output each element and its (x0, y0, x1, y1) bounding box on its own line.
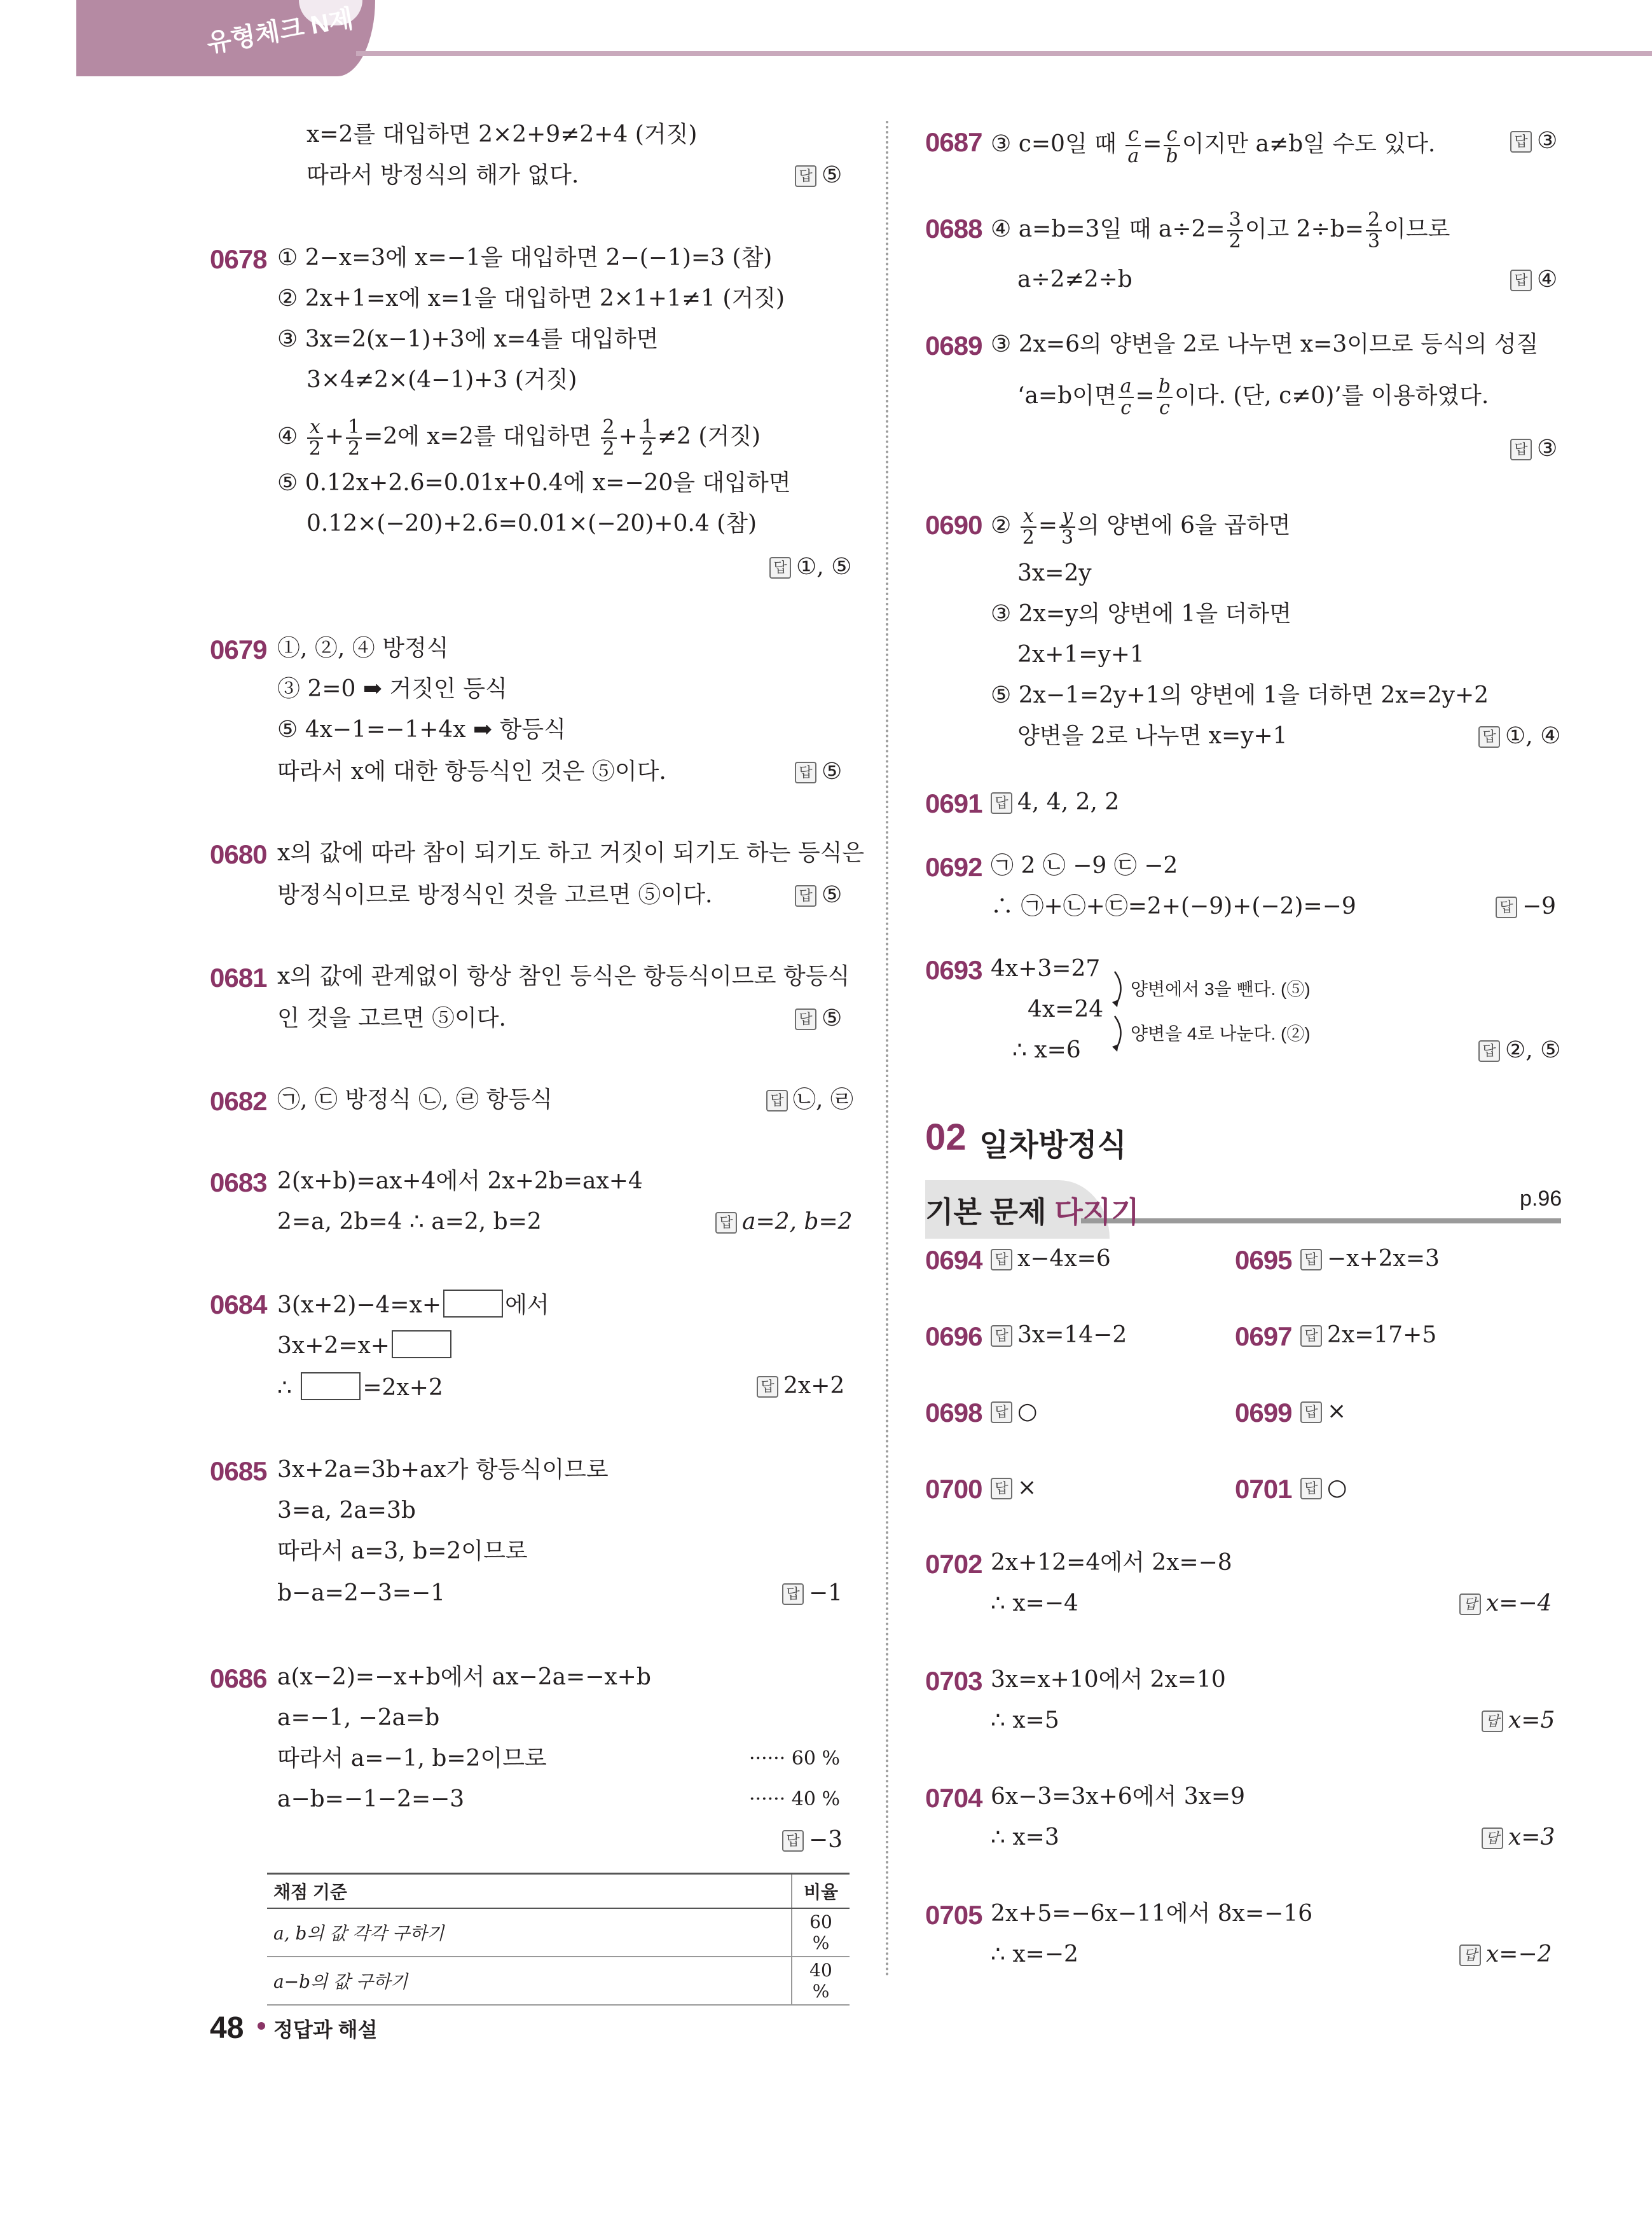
problem-number: 0695 (1235, 1245, 1292, 1275)
problem-number: 0698 (925, 1398, 982, 1428)
answer-mark-icon: 답 (991, 1478, 1012, 1499)
text-line: 4x+3=27 (991, 956, 1101, 982)
answer: 답 ○ (1300, 1474, 1347, 1502)
answer: 답 ③ (1510, 435, 1557, 463)
problem-number: 0687 (925, 127, 982, 157)
problem-number: 0701 (1235, 1474, 1292, 1504)
answer-mark-icon: 답 (795, 885, 816, 907)
problem-number: 0682 (210, 1086, 267, 1116)
text-line: ∴ x=−2 (991, 1941, 1078, 1967)
subsection-title: 기본 문제 다지기 (925, 1195, 1139, 1229)
text-line: 3×4≠2×(4−1)+3 (거짓) (306, 367, 577, 393)
answer-mark-icon: 답 (769, 557, 791, 579)
answer-mark-icon: 답 (991, 1249, 1012, 1270)
text-line: ∴ x=3 (991, 1824, 1059, 1850)
answer: 답 x−4x=6 (991, 1245, 1111, 1273)
answer: 답 3x=14−2 (991, 1321, 1127, 1349)
answer: 답 ○ (991, 1398, 1037, 1426)
problem-number: 0700 (925, 1474, 982, 1504)
answer-mark-icon: 답 (1510, 439, 1532, 460)
answer-mark-icon: 답 (1459, 1944, 1481, 1966)
answer-mark-icon: 답 (991, 792, 1012, 814)
problem-number: 0694 (925, 1245, 982, 1275)
answer: 답 ③ (1510, 127, 1557, 155)
problem-number: 0685 (210, 1456, 267, 1486)
fraction: $\frac{2}{3}$ (1366, 210, 1382, 252)
blank-box (301, 1372, 361, 1400)
fraction: $\frac{3}{2}$ (1227, 210, 1243, 252)
fraction: $\frac{1}{2}$ (346, 417, 362, 459)
problem-number: 0699 (1235, 1398, 1292, 1428)
answer-mark-icon: 답 (782, 1583, 804, 1605)
answer-mark-icon: 답 (757, 1376, 778, 1398)
answer-mark-icon: 답 (782, 1830, 804, 1852)
answer-mark-icon: 답 (766, 1090, 788, 1112)
text-line: ③ 2x=6의 양변을 2로 나누면 x=3이므로 등식의 성질 (991, 331, 1539, 357)
bullet-icon (258, 2022, 265, 2030)
answer: 답 −x+2x=3 (1300, 1245, 1440, 1273)
blank-box (443, 1290, 503, 1318)
text-line: 3x+2a=3b+ax가 항등식이므로 (277, 1457, 609, 1483)
answer-mark-icon: 답 (795, 762, 816, 783)
text-line: ∴ x=5 (991, 1707, 1059, 1733)
text-line: ∴ =2x+2 (277, 1372, 443, 1402)
text-line: 인 것을 고르면 ⑤이다. (277, 1005, 506, 1031)
text-line: x의 값에 따라 참이 되기도 하고 거짓이 되기도 하는 등식은 (277, 840, 865, 866)
answer-mark-icon: 답 (991, 1401, 1012, 1423)
answer: 답 ⑤ (795, 881, 842, 909)
answer: 답 ⑤ (795, 162, 842, 189)
blank-box (392, 1330, 451, 1358)
text-line: 방정식이므로 방정식인 것을 고르면 ⑤이다. (277, 882, 713, 908)
problem-number: 0693 (925, 955, 982, 985)
text-line: ③ 2=0 ➡ 거짓인 등식 (277, 676, 507, 702)
text-line: ∴ ㉠+㉡+㉢=2+(−9)+(−2)=−9 (991, 893, 1356, 919)
text-line: ⑤ 2x−1=2y+1의 양변에 1을 더하면 2x=2y+2 (991, 682, 1489, 708)
page-reference: p.96 (1520, 1187, 1562, 1211)
problem-number: 0705 (925, 1900, 982, 1930)
answer: 답 ②, ⑤ (1478, 1036, 1560, 1064)
answer: 답 2x=17+5 (1300, 1321, 1436, 1349)
fraction: $\frac{b}{c}$ (1157, 376, 1173, 418)
answer: 답 ①, ④ (1478, 722, 1560, 750)
answer: 답 x=3 (1482, 1824, 1555, 1852)
footer-label: 정답과 해설 (273, 2018, 378, 2041)
problem-number: 0679 (210, 635, 267, 664)
answer: 답 ⑤ (795, 758, 842, 786)
answer-mark-icon: 답 (1478, 1040, 1500, 1062)
text-line: 2x+5=−6x−11에서 8x=−16 (991, 1901, 1313, 1927)
text-line: 2(x+b)=ax+4에서 2x+2b=ax+4 (277, 1168, 643, 1194)
fraction: $\frac{a}{c}$ (1119, 376, 1134, 418)
problem-number: 0691 (925, 788, 982, 818)
text-line: 3x=x+10에서 2x=10 (991, 1667, 1226, 1693)
text-line: ⑤ 0.12x+2.6=0.01x+0.4에 x=−20을 대입하면 (277, 470, 791, 496)
answer-mark-icon: 답 (795, 165, 816, 187)
text-line: ② $\frac{x}{2}$ = $\frac{y}{3}$ 의 양변에 6을 곱하면 (991, 505, 1291, 549)
text-line: a=−1, −2a=b (277, 1705, 440, 1731)
text-line: ③ 3x=2(x−1)+3에 x=4를 대입하면 (277, 326, 659, 352)
text-line: ∴ x=−4 (991, 1590, 1078, 1616)
answer: 답 × (991, 1474, 1036, 1502)
text-line: x=2를 대입하면 2×2+9≠2+4 (거짓) (306, 121, 698, 148)
answer-mark-icon: 답 (1482, 1710, 1503, 1732)
problem-number: 0697 (1235, 1321, 1292, 1351)
text-line: 3x+2=x+ (277, 1330, 453, 1360)
text-line: 4x=24 (1028, 996, 1104, 1022)
answer-mark-icon: 답 (1478, 726, 1500, 748)
problem-number: 0689 (925, 331, 982, 361)
annotation: 양변에서 3을 뺀다. (⑤) (1131, 979, 1311, 999)
problem-number: 0680 (210, 839, 267, 869)
answer: 답 ㉡, ㉣ (766, 1086, 853, 1114)
fraction: $\frac{y}{3}$ (1059, 506, 1075, 548)
answer: 답 2x+2 (757, 1372, 844, 1400)
answer-mark-icon: 답 (1300, 1249, 1322, 1270)
text-line: a÷2≠2÷b (1017, 266, 1132, 293)
text-line: 양변을 2로 나누면 x=y+1 (1017, 723, 1288, 749)
text-line: ①, ②, ④ 방정식 (277, 635, 449, 661)
section-number: 02 (925, 1117, 967, 1158)
answer: 답 −9 (1496, 893, 1556, 921)
problem-number: 0690 (925, 510, 982, 540)
problem-number: 0703 (925, 1666, 982, 1696)
text-line: ③ 2x=y의 양변에 1을 더하면 (991, 601, 1291, 627)
text-line: b−a=2−3=−1 (277, 1580, 446, 1606)
answer-mark-icon: 답 (1300, 1401, 1322, 1423)
fraction: $\frac{1}{2}$ (640, 417, 656, 459)
text-line: ② 2x+1=x에 x=1을 대입하면 2×1+1≠1 (거짓) (277, 286, 785, 312)
problem-number: 0684 (210, 1290, 267, 1319)
text-line: ㉠, ㉢ 방정식 ㉡, ㉣ 항등식 (277, 1087, 553, 1113)
answer: 답 ④ (1510, 266, 1557, 294)
text-line: 3(x+2)−4=x+ 에서 (277, 1290, 549, 1319)
problem-number: 0692 (925, 852, 982, 882)
text-line: ① 2−x=3에 x=−1을 대입하면 2−(−1)=3 (참) (277, 245, 773, 271)
table-header: 비율 (792, 1874, 850, 1909)
header-rule (356, 51, 1652, 56)
text-line: ㉠ 2 ㉡ −9 ㉢ −2 (991, 853, 1178, 879)
fraction: $\frac{c}{a}$ (1125, 125, 1141, 167)
table-row: a−b의 값 구하기 40 % (267, 1957, 850, 2005)
answer-mark-icon: 답 (1496, 897, 1517, 918)
text-line: 따라서 x에 대한 항등식인 것은 ⑤이다. (277, 759, 666, 785)
text-line: ④ a=b=3일 때 a÷2= $\frac{3}{2}$ 이고 2÷b= $\frac{2}{3}$ 이므로 (991, 209, 1450, 252)
problem-number: 0704 (925, 1783, 982, 1813)
fraction: $\frac{x}{2}$ (1021, 506, 1036, 548)
problem-number: 0681 (210, 963, 267, 993)
answer-mark-icon: 답 (991, 1325, 1012, 1347)
answer-mark-icon: 답 (1300, 1478, 1322, 1499)
answer-mark-icon: 답 (795, 1008, 816, 1030)
text-line: a−b=−1−2=−3 (277, 1786, 465, 1812)
answer: 답 ⑤ (795, 1005, 842, 1033)
fraction: $\frac{x}{2}$ (307, 417, 323, 459)
problem-number: 0702 (925, 1549, 982, 1579)
answer-mark-icon: 답 (715, 1212, 737, 1234)
text-line: 3=a, 2a=3b (277, 1497, 416, 1524)
answer: 답 −1 (782, 1580, 843, 1607)
page-number: 48 (210, 2011, 244, 2045)
answer-mark-icon: 답 (1482, 1827, 1503, 1849)
answer: 답 4, 4, 2, 2 (991, 788, 1119, 816)
answer-mark-icon: 답 (1459, 1593, 1481, 1615)
problem-number: 0678 (210, 244, 267, 274)
section-title: 일차방정식 (979, 1129, 1127, 1162)
column-divider (886, 121, 888, 1978)
text-line: 6x−3=3x+6에서 3x=9 (991, 1784, 1245, 1810)
text-line: ④ $\frac{x}{2}$ + $\frac{1}{2}$ =2에 x=2를 대입하면 $\frac{2}{2}$ + $\frac{1}{2}$ ≠2 (거짓) (277, 416, 761, 460)
text-line: x의 값에 관계없이 항상 참인 등식은 항등식이므로 항등식 (277, 963, 850, 989)
text-line: 2x+12=4에서 2x=−8 (991, 1550, 1232, 1576)
score-ratio: ······ 60 % (749, 1747, 840, 1770)
answer: 답 a=2, b=2 (715, 1208, 853, 1236)
subsection-rule (1081, 1218, 1561, 1223)
fraction: $\frac{2}{2}$ (601, 417, 617, 459)
table-row: a, b의 값 각각 구하기 60 % (267, 1908, 850, 1957)
header-label: 유형체크 N제 (204, 4, 356, 59)
annotation: 양변을 4로 나눈다. (②) (1131, 1024, 1311, 1043)
answer: 답 x=5 (1482, 1707, 1555, 1735)
score-ratio: ······ 40 % (749, 1788, 840, 1810)
problem-number: 0688 (925, 214, 982, 244)
answer-mark-icon: 답 (1300, 1325, 1322, 1347)
answer: 답 x=−2 (1459, 1941, 1552, 1969)
answer-mark-icon: 답 (1510, 270, 1532, 291)
text-line: 0.12×(−20)+2.6=0.01×(−20)+0.4 (참) (306, 511, 757, 537)
text-line: a(x−2)=−x+b에서 ax−2a=−x+b (277, 1664, 651, 1690)
text-line: ∴ x=6 (1012, 1037, 1081, 1063)
answer-mark-icon: 답 (1510, 131, 1532, 153)
problem-number: 0683 (210, 1167, 267, 1197)
answer: 답 x=−4 (1459, 1590, 1552, 1618)
problem-number: 0696 (925, 1321, 982, 1351)
arrow-icon (1110, 969, 1129, 1058)
text-line: 따라서 방정식의 해가 없다. (306, 162, 579, 188)
text-line: ⑤ 4x−1=−1+4x ➡ 항등식 (277, 717, 566, 743)
text-line: 따라서 a=−1, b=2이므로 (277, 1745, 547, 1772)
answer: 답 × (1300, 1398, 1346, 1426)
text-line: 따라서 a=3, b=2이므로 (277, 1538, 528, 1564)
text-line: 2x+1=y+1 (1017, 642, 1145, 668)
score-table (267, 1873, 850, 2006)
text-line: 2=a, 2b=4 ∴ a=2, b=2 (277, 1209, 542, 1235)
table-header: 채점 기준 (267, 1874, 792, 1909)
problem-number: 0686 (210, 1663, 267, 1693)
text-line: ③ c=0일 때 $\frac{c}{a}$ = $\frac{c}{b}$ 이지만 a≠b일 수도 있다. (991, 123, 1436, 167)
answer: 답 ①, ⑤ (769, 553, 851, 581)
text-line: 3x=2y (1017, 560, 1092, 586)
answer: 답 −3 (782, 1826, 843, 1854)
text-line: ‘a=b이면 $\frac{a}{c}$ = $\frac{b}{c}$ 이다. (단, c≠0)’를 이용하였다. (1017, 375, 1489, 419)
fraction: $\frac{c}{b}$ (1164, 125, 1180, 167)
